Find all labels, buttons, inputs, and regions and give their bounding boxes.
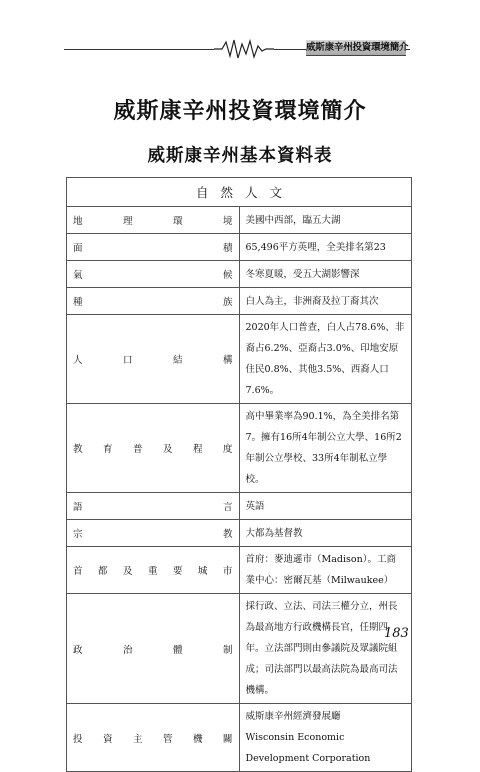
table-row [67,547,412,594]
row-value-cell [239,207,412,234]
row-label: 教 育 普 及 程 度 [73,444,233,455]
table-row [67,493,412,520]
row-label: 氣 候 [73,270,233,281]
table-row [67,594,412,704]
table-row [67,261,412,288]
row-value: 大都為基督教 [245,527,303,539]
header-section-label: 威斯康辛州投資環境簡介 [306,40,406,56]
row-value-cell [239,288,412,315]
row-value: 採行政、立法、司法三權分立，州長為最高地方行政機構長官，任期四年。立法部門則由參議院及眾議院組成；司法部門以最高法院為最高司法機構。 [245,601,398,696]
section-header: 自然人文 [67,178,412,207]
basic-info-table [66,177,412,772]
row-label-cell [67,547,240,594]
row-value: 高中畢業率為90.1%，為全美排名第7。擁有16所4年制公立大學、16所2年制公立學校、33所4年制私立學校。 [245,411,402,485]
row-label-cell [67,520,240,547]
row-label: 投 資 主 管 機 關 [73,733,233,745]
page-title: 威斯康辛州投資環境簡介 [113,99,367,124]
row-label: 地 理 環 境 [73,216,233,227]
row-value-cell [239,493,412,520]
table-row [67,520,412,547]
row-label-cell [67,594,240,704]
row-value-cell [239,594,412,704]
row-value-cell [239,704,412,772]
row-label-cell [67,404,240,493]
row-label-cell [67,261,240,288]
row-label-cell [67,207,240,234]
row-label: 語 言 [73,502,233,513]
row-value-line: Wisconsin Economic Development Corporation [245,732,371,764]
table-row [67,288,412,315]
table-row [67,234,412,261]
row-label: 首 都 及 重 要 城 市 [73,566,233,577]
row-value: 美國中西部，臨五大湖 [245,214,341,226]
table-section-header-row [67,178,412,207]
row-value-cell [239,520,412,547]
table-row [67,704,412,772]
table-row [67,207,412,234]
row-value: 65,496平方英哩，全美排名第23 [245,241,386,253]
table-row [67,315,412,404]
row-value: 首府：麥迪遜市（Madison）。工商業中心：密爾瓦基（Milwaukee） [245,554,396,586]
row-value-line: 威斯康辛州經濟發展廳 [245,711,341,722]
row-label: 人 口 結 構 [73,355,233,366]
row-value: 白人為主，非洲裔及拉丁裔其次 [245,295,379,307]
row-label-cell [67,288,240,315]
row-label-cell [67,234,240,261]
row-value: 冬寒夏暖，受五大湖影響深 [245,268,360,280]
table-row [67,404,412,493]
row-label-cell [67,493,240,520]
row-label-cell [67,704,240,772]
row-label: 種 族 [73,297,233,308]
running-header [0,0,480,60]
row-value-cell [239,315,412,404]
row-value-cell [239,547,412,594]
row-value: 英語 [245,500,265,512]
row-value: 2020年人口普查，白人占78.6%、非裔占6.2%、亞裔占3.0%、印地安原住民0.8%、其他3.5%、西裔人口7.6%。 [245,322,405,396]
row-label: 面 積 [73,243,233,254]
page-number: 183 [384,626,409,641]
row-label: 政 治 體 制 [73,644,233,656]
row-value-cell [239,234,412,261]
row-value-cell [239,261,412,288]
table-title: 威斯康辛州基本資料表 [147,146,333,166]
row-label-cell [67,315,240,404]
row-value-cell [239,404,412,493]
heartbeat-wave-icon [214,38,274,60]
row-label: 宗 教 [73,529,233,540]
